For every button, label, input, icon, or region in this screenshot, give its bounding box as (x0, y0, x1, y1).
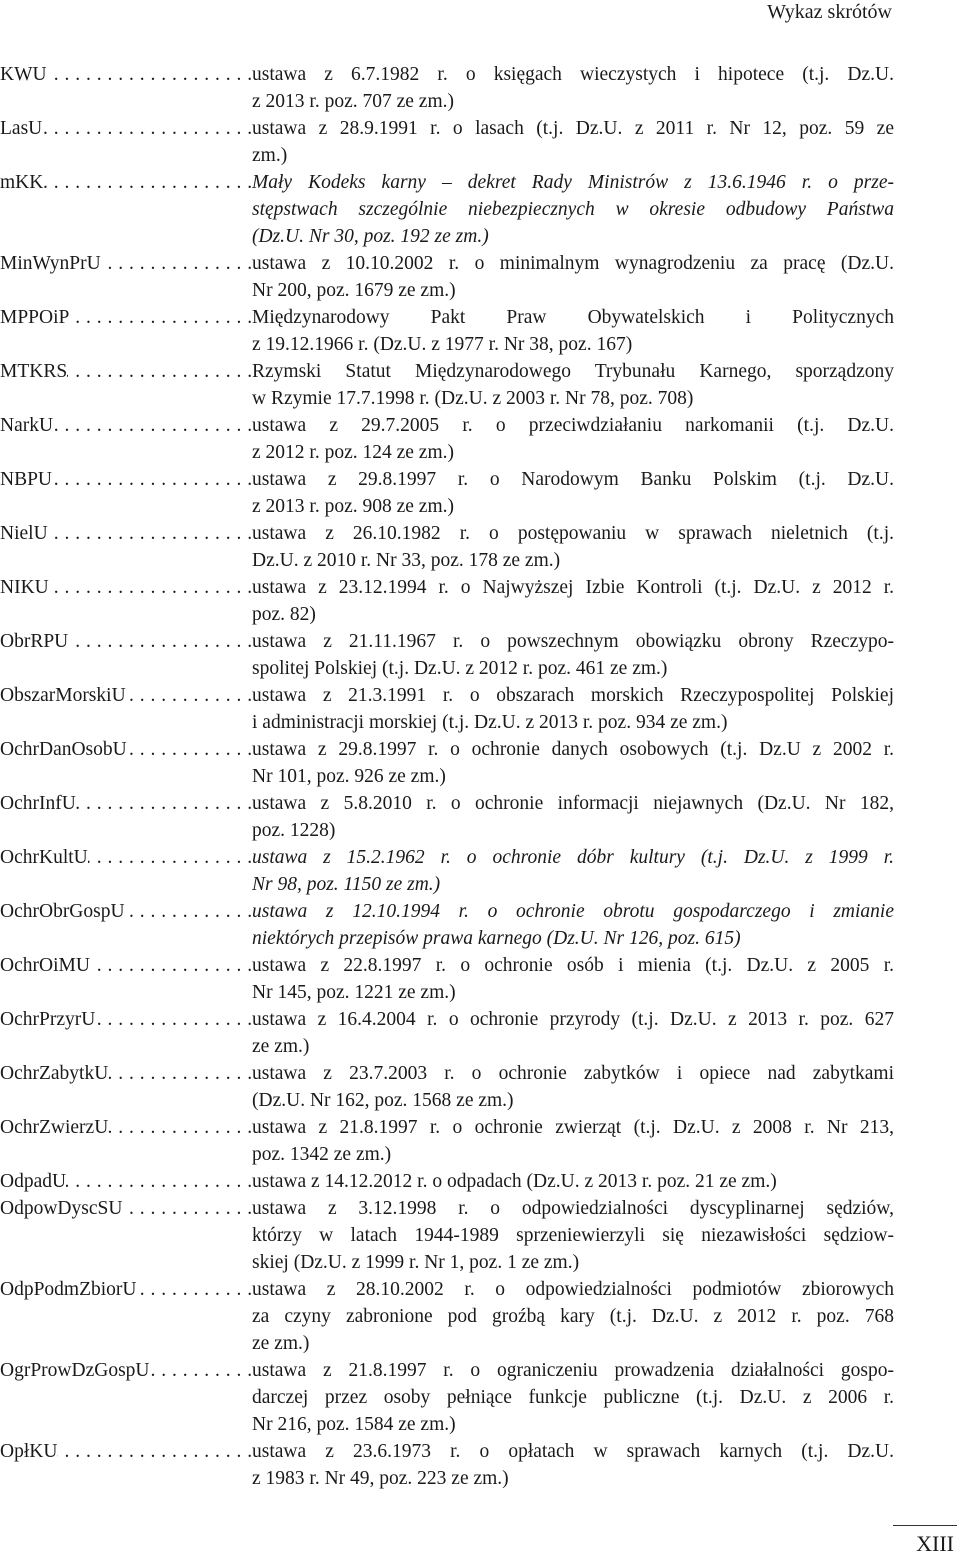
abbreviation-label: OgrProwDzGospU (0, 1360, 150, 1381)
abbreviation-entry (0, 1438, 894, 1492)
abbreviation-description (252, 952, 894, 1006)
abbreviation-label: NBPU (0, 469, 53, 490)
abbreviation-entry (0, 1195, 894, 1276)
abbreviation-term (0, 61, 252, 88)
abbreviation-description (252, 898, 894, 952)
abbreviation-label: MinWynPrU (0, 253, 101, 274)
abbreviation-description (252, 169, 894, 250)
description-line: Nr 145, poz. 1221 ze zm.) (252, 982, 456, 1003)
abbreviation-description (252, 466, 894, 520)
description-line: ze zm.) (252, 1036, 310, 1057)
abbreviation-entry (0, 304, 894, 358)
abbreviation-entry (0, 1168, 894, 1195)
abbreviation-entry (0, 250, 894, 304)
abbreviation-description (252, 412, 894, 466)
abbreviation-description (252, 358, 894, 412)
description-line: Dz.U. z 2010 r. Nr 33, poz. 178 ze zm.) (252, 550, 561, 571)
abbreviation-description (252, 115, 894, 169)
description-line: ustawa z 21.11.1967 r. o powszechnym obowiązku obrony Rzeczypo- (252, 631, 894, 652)
description-line: ustawa z 23.12.1994 r. o Najwyższej Izbie Kontroli (t.j. Dz.U. z 2012 r. (252, 577, 894, 598)
abbreviation-description (252, 1438, 894, 1492)
description-line: z 19.12.1966 r. (Dz.U. z 1977 r. Nr 38, poz. 167) (252, 334, 633, 355)
abbreviation-label: OchrObrGospU (0, 901, 125, 922)
abbreviation-description (252, 61, 894, 115)
abbreviation-label: OchrPrzyrU (0, 1009, 96, 1030)
abbreviation-label: OchrKultU (0, 847, 88, 868)
abbreviation-term (0, 1438, 252, 1465)
abbreviation-label: KWU (0, 64, 47, 85)
description-line: Nr 98, poz. 1150 ze zm.) (252, 874, 441, 895)
running-head: Wykaz skrótów (767, 1, 892, 23)
abbreviation-entry (0, 1006, 894, 1060)
abbreviation-label: NIKU (0, 577, 49, 598)
abbreviation-entry (0, 898, 894, 952)
description-line: Mały Kodeks karny – dekret Rady Ministrów z 13.6.1946 r. o prze- (252, 172, 894, 193)
description-line: i administracji morskiej (t.j. Dz.U. z 2013 r. poz. 934 ze zm.) (252, 712, 728, 733)
abbreviation-label: NarkU (0, 415, 54, 436)
abbreviation-term (0, 790, 252, 817)
abbreviation-entry (0, 1114, 894, 1168)
abbreviation-description (252, 1006, 894, 1060)
description-line: ustawa z 21.3.1991 r. o obszarach morskich Rzeczypospolitej Polskiej (252, 685, 894, 706)
description-line: poz. 82) (252, 604, 316, 625)
abbreviation-description (252, 844, 894, 898)
abbreviation-label: NielU (0, 523, 48, 544)
abbreviation-label: MTKRS (0, 361, 68, 382)
abbreviation-entry (0, 682, 894, 736)
abbreviation-entry (0, 358, 894, 412)
description-line: ustawa z 26.10.1982 r. o postępowaniu w sprawach nieletnich (t.j. (252, 523, 894, 544)
description-line: ustawa z 3.12.1998 r. o odpowiedzialności dyscyplinarnej sędziów, (252, 1198, 894, 1219)
abbreviation-term (0, 250, 252, 277)
description-line: którzy w latach 1944-1989 sprzeniewierzyli się niezawisłości sędziow- (252, 1225, 894, 1246)
description-line: ustawa z 10.10.2002 r. o minimalnym wynagrodzeniu za pracę (Dz.U. (252, 253, 894, 274)
description-line: stępstwach szczególnie niebezpiecznych w okresie odbudowy Państwa (252, 199, 894, 220)
abbreviation-label: OchrDanOsobU (0, 739, 127, 760)
description-line: ustawa z 29.8.1997 r. o Narodowym Banku Polskim (t.j. Dz.U. (252, 469, 894, 490)
abbreviation-description (252, 628, 894, 682)
abbreviation-term (0, 1114, 252, 1141)
abbreviation-description (252, 1195, 894, 1276)
abbreviation-term (0, 520, 252, 547)
abbreviation-description (252, 250, 894, 304)
description-line: ustawa z 23.6.1973 r. o opłatach w sprawach karnych (t.j. Dz.U. (252, 1441, 894, 1462)
description-line: Międzynarodowy Pakt Praw Obywatelskich i Politycznych (252, 307, 894, 328)
description-line: za czyny zabronione pod groźbą kary (t.j. Dz.U. z 2012 r. poz. 768 (252, 1306, 894, 1327)
abbreviation-term (0, 574, 252, 601)
abbreviation-entry (0, 1276, 894, 1357)
abbreviation-entry (0, 844, 894, 898)
description-line: ustawa z 6.7.1982 r. o księgach wieczystych i hipotece (t.j. Dz.U. (252, 64, 894, 85)
abbreviation-label: MPPOiP (0, 307, 70, 328)
abbreviation-term (0, 1276, 252, 1303)
abbreviation-label: LasU (0, 118, 43, 139)
abbreviation-description (252, 682, 894, 736)
abbreviation-list (0, 61, 894, 1492)
description-line: ustawa z 21.8.1997 r. o ograniczeniu prowadzenia działalności gospo- (252, 1360, 894, 1381)
abbreviation-entry (0, 952, 894, 1006)
abbreviation-entry (0, 736, 894, 790)
abbreviation-description (252, 1276, 894, 1357)
abbreviation-term (0, 466, 252, 493)
abbreviation-term (0, 1357, 252, 1384)
abbreviation-label: OdpadU (0, 1171, 67, 1192)
abbreviation-entry (0, 628, 894, 682)
description-line: spolitej Polskiej (t.j. Dz.U. z 2012 r. poz. 461 ze zm.) (252, 658, 668, 679)
abbreviation-label: OpłKU (0, 1441, 58, 1462)
abbreviation-description (252, 1357, 894, 1438)
abbreviation-description (252, 304, 894, 358)
description-line: ustawa z 21.8.1997 r. o ochronie zwierząt (t.j. Dz.U. z 2008 r. Nr 213, (252, 1117, 894, 1138)
abbreviation-label: OchrZwierzU (0, 1117, 109, 1138)
abbreviation-description (252, 790, 894, 844)
abbreviation-term (0, 1060, 252, 1087)
abbreviation-term (0, 844, 252, 871)
abbreviation-label: mKK (0, 172, 44, 193)
abbreviation-label: ObrRPU (0, 631, 69, 652)
abbreviation-label: OchrOiMU (0, 955, 90, 976)
abbreviation-entry (0, 169, 894, 250)
abbreviation-description (252, 736, 894, 790)
abbreviation-description (252, 574, 894, 628)
description-line: (Dz.U. Nr 30, poz. 192 ze zm.) (252, 226, 489, 247)
abbreviation-label: ObszarMorskiU (0, 685, 126, 706)
description-line: ustawa z 16.4.2004 r. o ochronie przyrody (t.j. Dz.U. z 2013 r. poz. 627 (252, 1009, 894, 1030)
description-line: niektórych przepisów prawa karnego (Dz.U. Nr 126, poz. 615) (252, 928, 741, 949)
abbreviation-term (0, 115, 252, 142)
description-line: ustawa z 15.2.1962 r. o ochronie dóbr kultury (t.j. Dz.U. z 1999 r. (252, 847, 894, 868)
folio-rule (893, 1525, 957, 1526)
description-line: ustawa z 14.12.2012 r. o odpadach (Dz.U. z 2013 r. poz. 21 ze zm.) (252, 1171, 777, 1192)
abbreviation-term (0, 952, 252, 979)
description-line: darczej przez osoby pełniące funkcje publiczne (t.j. Dz.U. z 2006 r. (252, 1387, 894, 1408)
abbreviation-term (0, 736, 252, 763)
description-line: ustawa z 22.8.1997 r. o ochronie osób i mienia (t.j. Dz.U. z 2005 r. (252, 955, 894, 976)
description-line: ustawa z 29.7.2005 r. o przeciwdziałaniu narkomanii (t.j. Dz.U. (252, 415, 894, 436)
abbreviation-entry (0, 412, 894, 466)
description-line: skiej (Dz.U. z 1999 r. Nr 1, poz. 1 ze zm.) (252, 1252, 580, 1273)
abbreviation-term (0, 358, 252, 385)
abbreviation-entry (0, 1357, 894, 1438)
abbreviation-entry (0, 574, 894, 628)
description-line: ustawa z 12.10.1994 r. o ochronie obrotu gospodarczego i zmianie (252, 901, 894, 922)
page-number: XIII (916, 1531, 954, 1556)
description-line: ustawa z 28.9.1991 r. o lasach (t.j. Dz.U. z 2011 r. Nr 12, poz. 59 ze (252, 118, 894, 139)
abbreviation-entry (0, 466, 894, 520)
description-line: Nr 200, poz. 1679 ze zm.) (252, 280, 456, 301)
abbreviation-term (0, 682, 252, 709)
abbreviation-entry (0, 520, 894, 574)
abbreviation-term (0, 898, 252, 925)
abbreviation-label: OchrInfU (0, 793, 76, 814)
description-line: ustawa z 28.10.2002 r. o odpowiedzialności podmiotów zbiorowych (252, 1279, 894, 1300)
description-line: ustawa z 29.8.1997 r. o ochronie danych osobowych (t.j. Dz.U z 2002 r. (252, 739, 894, 760)
description-line: poz. 1228) (252, 820, 336, 841)
abbreviation-label: OdpowDyscSU (0, 1198, 123, 1219)
description-line: z 2013 r. poz. 707 ze zm.) (252, 91, 454, 112)
abbreviation-term (0, 304, 252, 331)
abbreviation-label: OchrZabytkU (0, 1063, 109, 1084)
abbreviation-description (252, 1060, 894, 1114)
description-line: poz. 1342 ze zm.) (252, 1144, 392, 1165)
abbreviation-term (0, 1168, 252, 1195)
abbreviation-label: OdpPodmZbiorU (0, 1279, 137, 1300)
abbreviation-term (0, 628, 252, 655)
description-line: z 2012 r. poz. 124 ze zm.) (252, 442, 454, 463)
abbreviation-term (0, 169, 252, 196)
abbreviation-entry (0, 1060, 894, 1114)
abbreviation-entry (0, 61, 894, 115)
description-line: Nr 101, poz. 926 ze zm.) (252, 766, 446, 787)
description-line: w Rzymie 17.7.1998 r. (Dz.U. z 2003 r. Nr 78, poz. 708) (252, 388, 694, 409)
abbreviation-term (0, 412, 252, 439)
description-line: Rzymski Statut Międzynarodowego Trybunału Karnego, sporządzony (252, 361, 894, 382)
description-line: zm.) (252, 145, 288, 166)
abbreviation-entry (0, 790, 894, 844)
description-line: z 2013 r. poz. 908 ze zm.) (252, 496, 454, 517)
description-line: (Dz.U. Nr 162, poz. 1568 ze zm.) (252, 1090, 514, 1111)
abbreviation-term (0, 1195, 252, 1222)
abbreviation-description (252, 1168, 894, 1195)
abbreviation-term (0, 1006, 252, 1033)
abbreviation-description (252, 1114, 894, 1168)
description-line: ze zm.) (252, 1333, 310, 1354)
description-line: Nr 216, poz. 1584 ze zm.) (252, 1414, 456, 1435)
abbreviation-description (252, 520, 894, 574)
description-line: ustawa z 5.8.2010 r. o ochronie informacji niejawnych (Dz.U. Nr 182, (252, 793, 894, 814)
description-line: ustawa z 23.7.2003 r. o ochronie zabytków i opiece nad zabytkami (252, 1063, 894, 1084)
abbreviation-entry (0, 115, 894, 169)
description-line: z 1983 r. Nr 49, poz. 223 ze zm.) (252, 1468, 509, 1489)
